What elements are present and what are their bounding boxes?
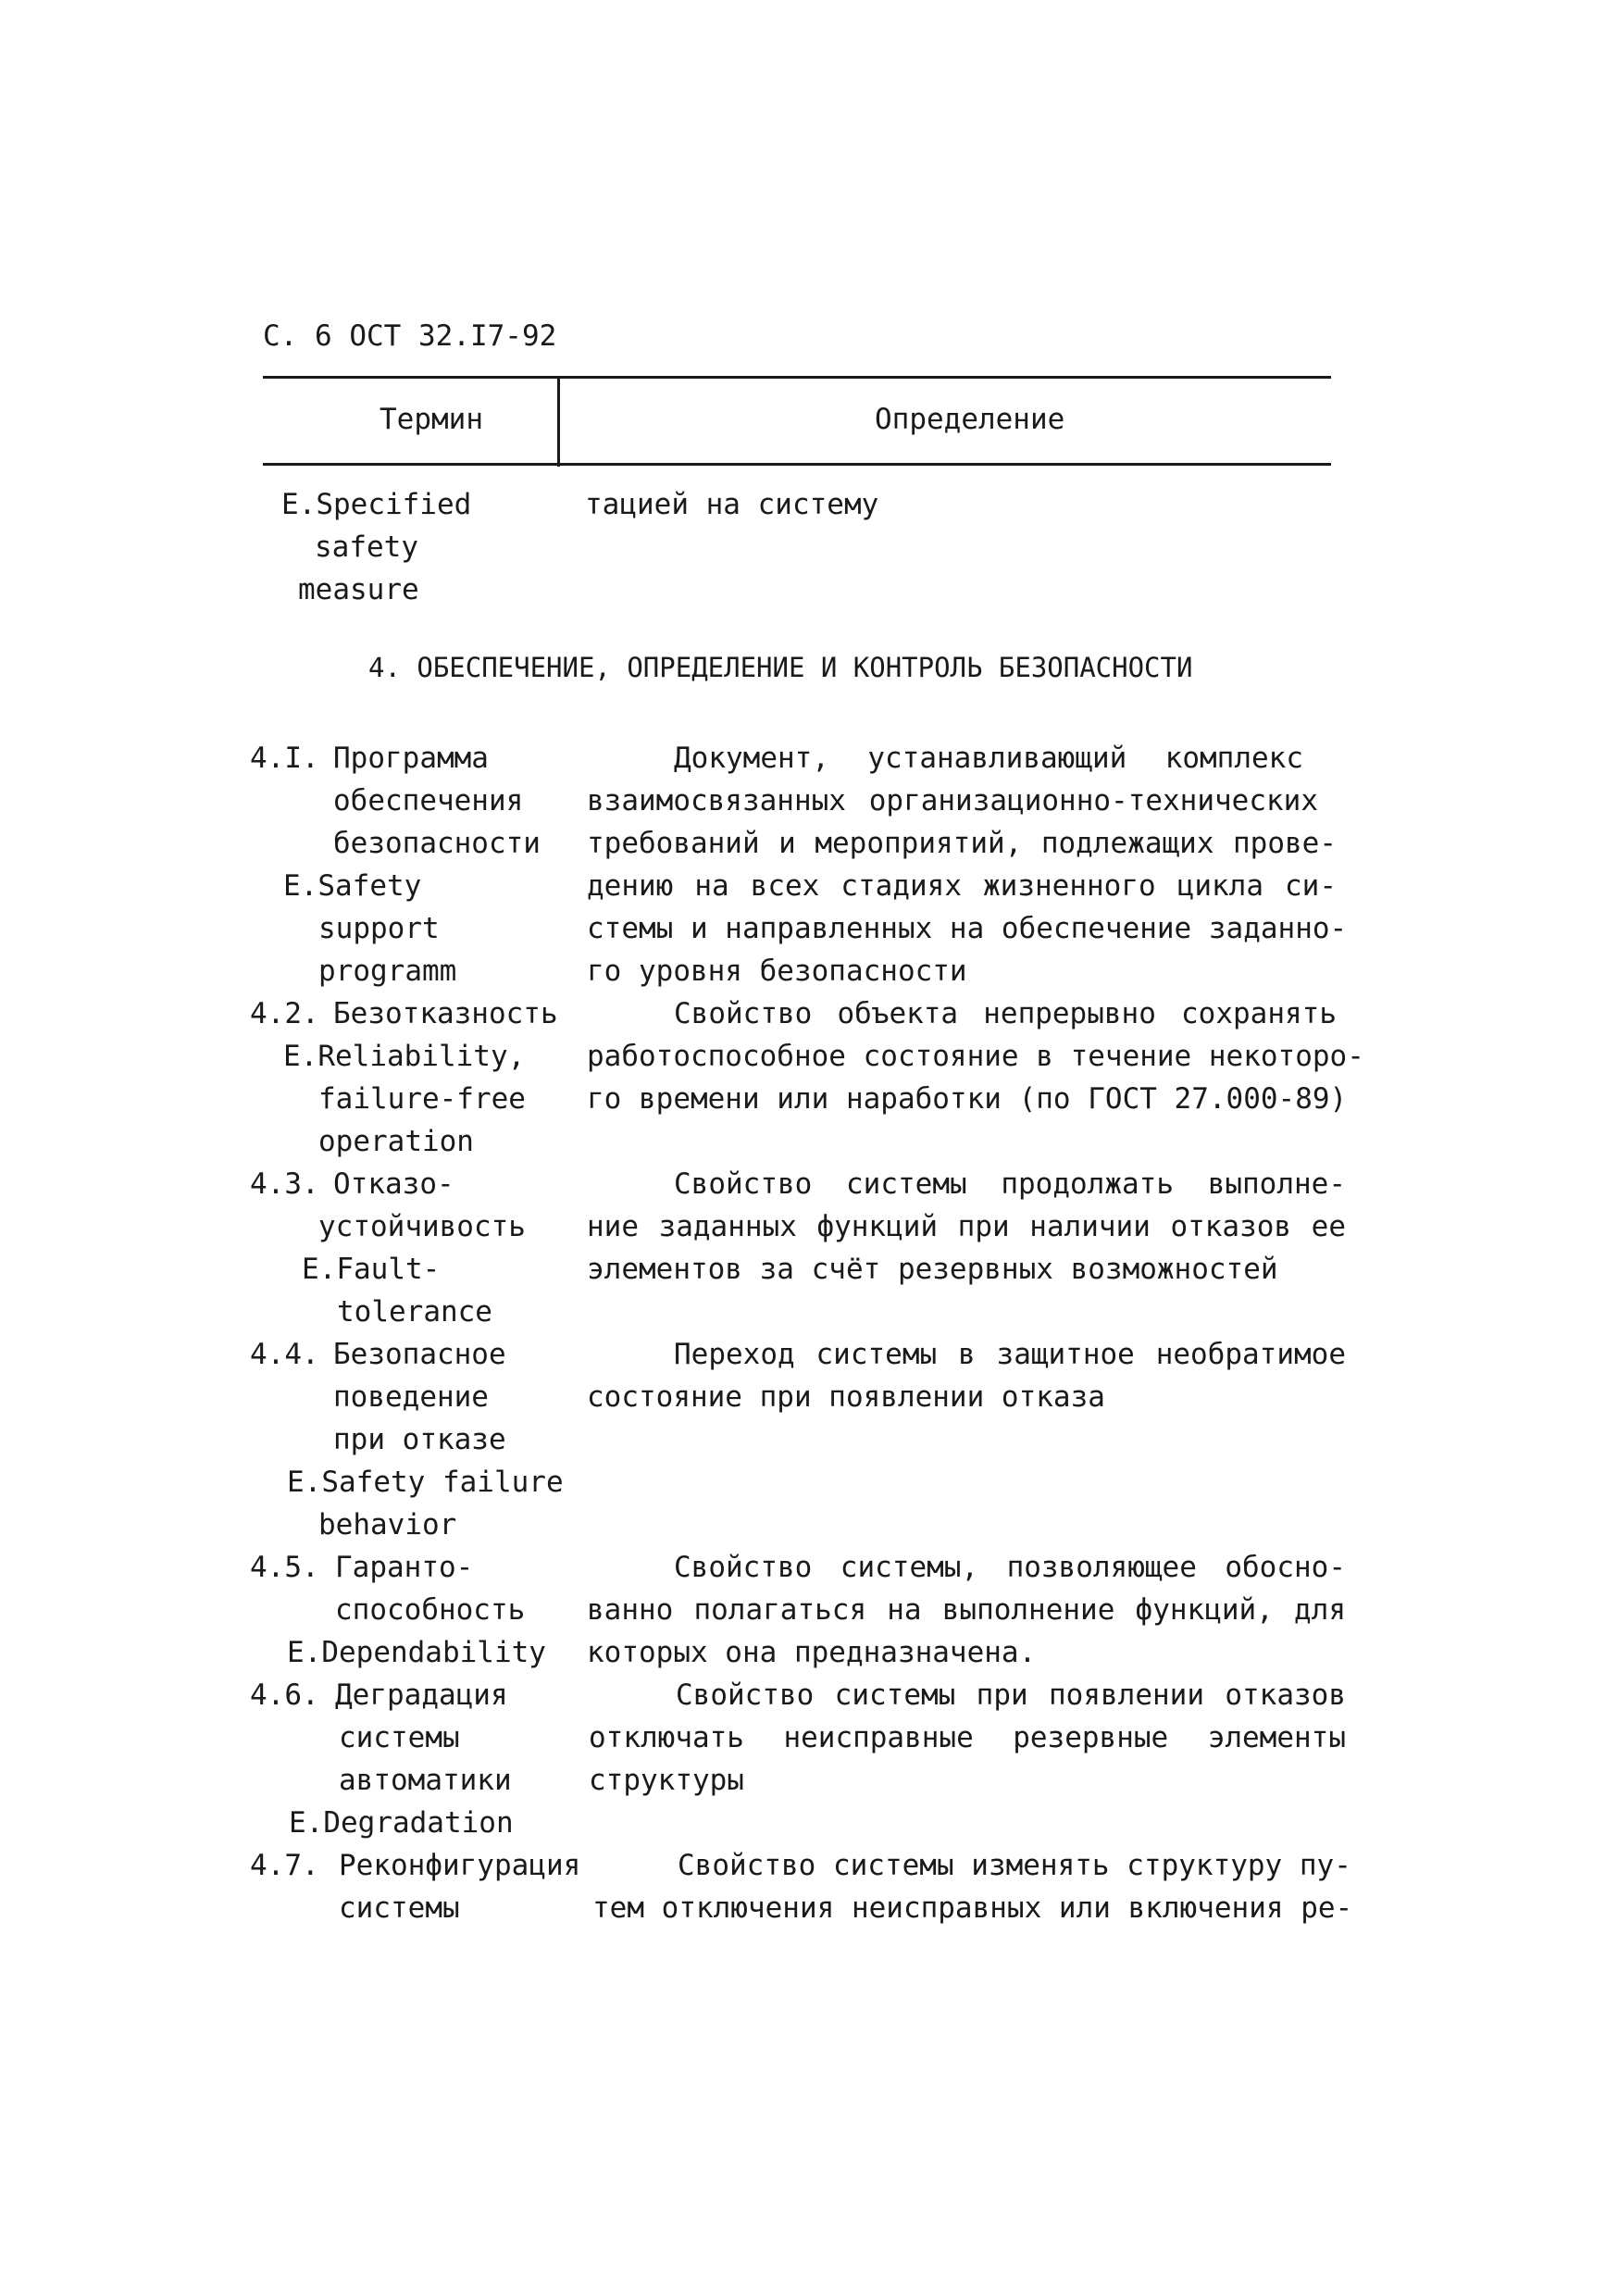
definition-line: стемы и направленных на обеспечение заданно- (587, 912, 1348, 945)
column-header-term: Термин (380, 403, 483, 436)
term-line: при отказе (333, 1423, 506, 1456)
definition-line: Свойство системы, позволяющее обосно- (674, 1551, 1346, 1584)
term-line: Программа (333, 742, 489, 775)
english-term-line: E.Safety (283, 869, 422, 903)
definition-line: ние заданных функций при наличии отказов ее (587, 1210, 1346, 1243)
term-line: системы (339, 1721, 460, 1754)
definition-line: Свойство системы продолжать выполне- (674, 1167, 1346, 1201)
entry-number: 4.I. (250, 742, 319, 775)
english-term-line: behavior (318, 1508, 457, 1541)
english-term-line: tolerance (337, 1295, 492, 1329)
english-term-line: E.Degradation (289, 1806, 514, 1840)
definition-line: отключать неисправные резервные элементы (589, 1721, 1346, 1754)
entry-number: 4.4. (250, 1338, 319, 1371)
definition-line: требований и мероприятий, подлежащих прове- (587, 827, 1337, 860)
definition-line: Свойство системы при появлении отказов (676, 1678, 1346, 1712)
english-term-line: E.Reliability, (283, 1040, 526, 1073)
term-line: безопасности (333, 827, 541, 860)
term-line: Безотказность (333, 997, 558, 1030)
definition-line: работоспособное состояние в течение некоторо- (587, 1040, 1364, 1073)
term-line: обеспечения (333, 784, 524, 817)
column-header-definition: Определение (875, 403, 1065, 436)
term-line: способность (335, 1593, 526, 1627)
definition-line: тем отключения неисправных или включения ре- (592, 1891, 1353, 1925)
continued-definition: тацией на систему (585, 488, 879, 521)
entry-number: 4.6. (250, 1678, 319, 1712)
definition-line: го времени или наработки (по ГОСТ 27.000-89) (587, 1082, 1348, 1116)
term-line: Реконфигурация (339, 1849, 581, 1882)
english-term-line: support (318, 912, 440, 945)
definition-line: структуры (589, 1764, 744, 1797)
table-header-divider (557, 376, 560, 467)
definition-line: Переход системы в защитное необратимое (674, 1338, 1346, 1371)
term-line: Отказо- (333, 1167, 454, 1201)
definition-line: го уровня безопасности (587, 955, 967, 988)
definition-line: дению на всех стадиях жизненного цикла си- (587, 869, 1337, 903)
term-line: автоматики (339, 1764, 512, 1797)
definition-line: взаимосвязанных организационно-технических (587, 784, 1318, 817)
table-header-bottom-rule (263, 463, 1331, 466)
definition-line: состояние при появлении отказа (587, 1380, 1105, 1414)
english-term-line: failure-free (318, 1082, 526, 1116)
definition-line: элементов за счёт резервных возможностей (587, 1253, 1278, 1286)
entry-number: 4.7. (250, 1849, 319, 1882)
term-line: поведение (333, 1380, 489, 1414)
english-term-line: programm (318, 955, 457, 988)
term-line: Безопасное (333, 1338, 506, 1371)
section-title: 4. ОБЕСПЕЧЕНИЕ, ОПРЕДЕЛЕНИЕ И КОНТРОЛЬ БЕЗОПАСНОСТИ (368, 652, 1193, 683)
entry-number: 4.5. (250, 1551, 319, 1584)
table-header-top-rule (263, 376, 1331, 379)
term-line: Деградация (335, 1678, 508, 1712)
entry-number: 4.2. (250, 997, 319, 1030)
english-term-line: E.Dependability (287, 1636, 546, 1669)
english-term-line: E.Fault- (302, 1253, 441, 1286)
entry-number: 4.3. (250, 1167, 319, 1201)
term-line: устойчивость (318, 1210, 526, 1243)
english-term-line: operation (318, 1125, 474, 1158)
definition-line: ванно полагаться на выполнение функций, для (587, 1593, 1346, 1627)
definition-line: Свойство объекта непрерывно сохранять (674, 997, 1337, 1030)
page-header: С. 6 ОСТ 32.I7-92 (263, 319, 557, 353)
definition-line: Свойство системы изменять структуру пу- (678, 1849, 1351, 1882)
definition-line: которых она предназначена. (587, 1636, 1037, 1669)
english-term-line: E.Safety failure (287, 1466, 564, 1499)
term-line: системы (339, 1891, 460, 1925)
definition-line: Документ, устанавливающий комплекс (674, 742, 1303, 775)
term-line: Гаранто- (335, 1551, 474, 1584)
